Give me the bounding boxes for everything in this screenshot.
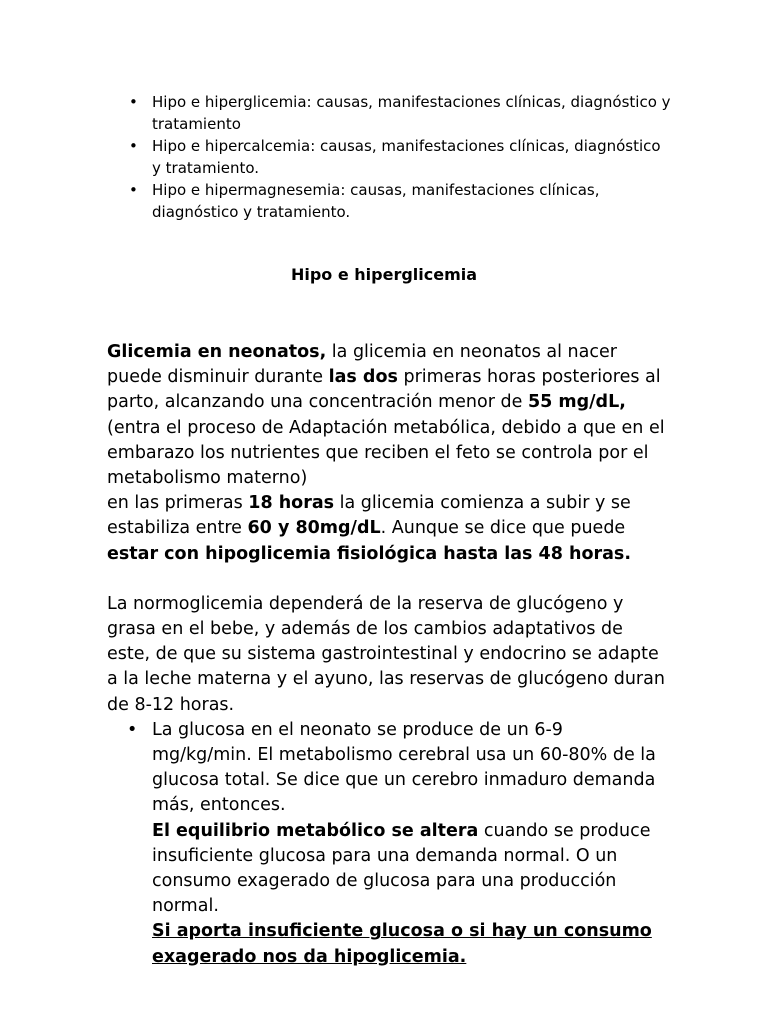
text-run: . Aunque se dice que puede (380, 518, 626, 539)
paragraph-normoglicemia: La normoglicemia dependerá de la reserva de glucógeno y grasa en el bebe, y además de los cambios adaptativos de este, de que su sistema gastrointestinal y endocrino se adapte a la leche materna y el ayuno, las reservas de glucógeno duran de 8-12 horas. (107, 593, 665, 715)
text-run: la glicemia en neonatos al nacer puede disminuir durante (107, 342, 617, 388)
topic-item (0, 179, 672, 223)
topic-text: Hipo e hipercalcemia: causas, manifestaciones clínicas, diagnóstico y tratamiento. (152, 137, 661, 177)
bold-term: El equilibrio metabólico se altera (152, 820, 479, 841)
bullet-conclusion (152, 919, 667, 969)
bullet-icon: • (129, 93, 138, 111)
topic-item (0, 135, 672, 179)
text-run: cuando se produce insuficiente glucosa para una demanda normal. O un consumo exagerado de glucosa para una producción normal. (152, 820, 651, 917)
glucosa-bullet (107, 718, 667, 970)
section-heading: Hipo e hiperglicemia (290, 265, 478, 284)
paragraph-gap (107, 567, 667, 592)
underlined-term: Si aporta insuficiente glucosa o si hay un consumo exagerado nos da hipoglicemia. (152, 921, 652, 967)
bold-term: 55 mg/dL, (527, 392, 626, 413)
bullet-text (152, 819, 667, 920)
bullet-text: La glucosa en el neonato se produce de un 6-9 mg/kg/min. El metabolismo cerebral usa un 60-80% de la glucosa total. Se dice que un cerebro inmaduro demanda más, entonces. (152, 719, 656, 816)
bold-term: estar con hipoglicemia fisiológica hasta las 48 horas. (107, 543, 631, 564)
text-run: en las primeras (107, 493, 249, 514)
body-text (107, 340, 667, 970)
bullet-icon: • (127, 719, 138, 740)
topics-list (0, 91, 768, 223)
text-run: (entra el proceso de Adaptación metabólica, debido a que en el embarazo los nutrientes que reciben el feto se controla por el metabolismo materno) (107, 417, 665, 489)
bullet-icon: • (129, 137, 138, 155)
topic-text: Hipo e hipermagnesemia: causas, manifestaciones clínicas, diagnóstico y tratamiento. (152, 181, 600, 221)
bold-term: las dos (328, 367, 398, 388)
bold-term: 18 horas (248, 493, 335, 514)
bold-term: Glicemia en neonatos, (107, 342, 327, 362)
topic-text: Hipo e hiperglicemia: causas, manifestaciones clínicas, diagnóstico y tratamiento (152, 93, 671, 133)
bullet-icon: • (129, 181, 138, 199)
paragraph-neonatos (107, 340, 667, 491)
bold-term: 60 y 80mg/dL (247, 518, 381, 539)
text-run: la glicemia comienza a subir y se estabiliza entre (107, 493, 631, 539)
text-run: primeras horas posteriores al parto, alcanzando una concentración menor de (107, 367, 661, 413)
topic-item (0, 91, 672, 135)
paragraph-18-horas (107, 491, 667, 567)
